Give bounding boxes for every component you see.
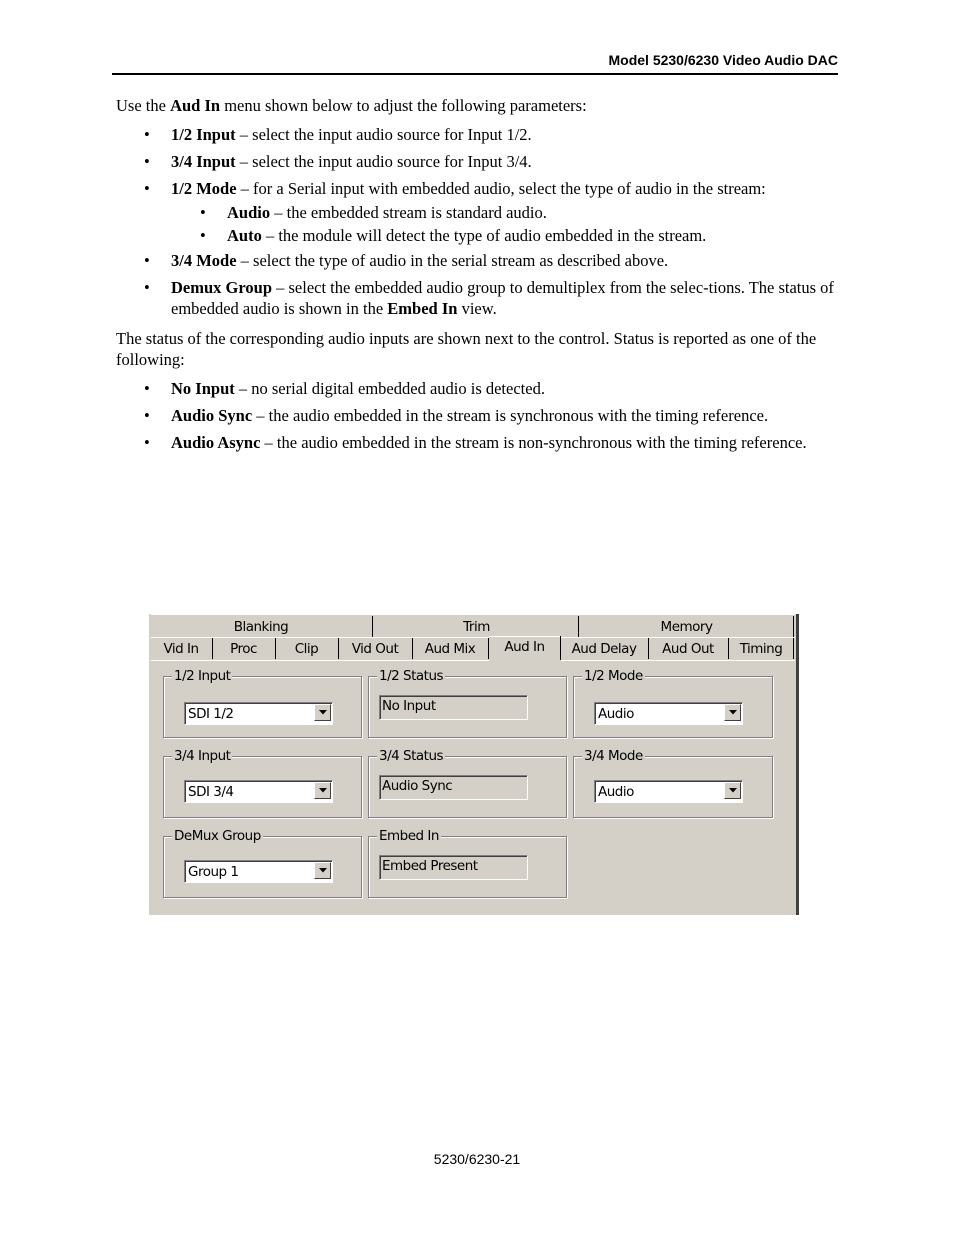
panel-top-line bbox=[561, 660, 795, 661]
description: – select the embedded audio group to demultiplex from the selec-tions. The status of embedded audio is shown in the bbox=[171, 278, 834, 318]
panel-top-line bbox=[151, 660, 489, 661]
parameter-list bbox=[116, 124, 838, 319]
term: 3/4 Input bbox=[171, 152, 236, 171]
tab-blanking[interactable]: Blanking bbox=[233, 619, 289, 635]
term: 1/2 Input bbox=[171, 125, 236, 144]
status-1-2-label: 1/2 Status bbox=[379, 668, 444, 684]
mode-1-2-value: Audio bbox=[598, 706, 634, 722]
tab-vid-out[interactable]: Vid Out bbox=[351, 641, 399, 657]
body-text bbox=[116, 95, 838, 453]
list-item-no-input: • No Input – no serial digital embedded audio is detected. bbox=[144, 379, 545, 398]
embed-in-label: Embed In bbox=[379, 828, 439, 844]
status-1-2-group bbox=[368, 668, 567, 738]
mode-3-4-select[interactable] bbox=[594, 780, 743, 803]
page-number: 5230/6230-21 bbox=[433, 1151, 521, 1167]
status-3-4-label: 3/4 Status bbox=[379, 748, 444, 764]
input-1-2-value: SDI 1/2 bbox=[188, 706, 234, 722]
input-3-4-label: 3/4 Input bbox=[174, 748, 231, 764]
description: – select the input audio source for Input 3/4. bbox=[235, 152, 532, 171]
mode-3-4-label: 3/4 Mode bbox=[584, 748, 643, 764]
status-3-4-display bbox=[379, 775, 528, 800]
intro-text-start: Use the bbox=[116, 96, 171, 115]
list-item-audio-sync: • Audio Sync – the audio embedded in the stream is synchronous with the timing reference. bbox=[144, 406, 769, 425]
tab-clip[interactable]: Clip bbox=[294, 641, 319, 657]
description: – the embedded stream is standard audio. bbox=[270, 203, 547, 222]
tab-separator bbox=[793, 638, 794, 659]
tab-proc[interactable]: Proc bbox=[230, 641, 257, 657]
description: – for a Serial input with embedded audio, select the type of audio in the stream: bbox=[236, 179, 766, 198]
term: Demux Group bbox=[171, 278, 272, 297]
list-item-demux-group: • Demux Group – select the embedded audio group to demultiplex from the selec-tions. The status of embedded audio is shown in the Embed In view. bbox=[144, 278, 834, 318]
intro-menu-name: Aud In bbox=[170, 96, 221, 115]
status-paragraph: The status of the corresponding audio inputs are shown next to the control. Status is reported as one of the following: bbox=[116, 329, 817, 369]
tab-aud-in-active[interactable]: Aud In bbox=[489, 636, 560, 660]
demux-group-select[interactable] bbox=[184, 860, 333, 883]
chevron-down-icon[interactable] bbox=[314, 862, 331, 879]
embed-in-value: Embed Present bbox=[382, 858, 478, 874]
description: – select the type of audio in the serial stream as described above. bbox=[236, 251, 669, 270]
description: – the audio embedded in the stream is non-synchronous with the timing reference. bbox=[260, 433, 807, 452]
list-item-auto: • Auto – the module will detect the type of audio embedded in the stream. bbox=[200, 226, 707, 245]
description: – no serial digital embedded audio is detected. bbox=[234, 379, 545, 398]
status-1-2-display bbox=[379, 695, 528, 720]
input-3-4-select[interactable] bbox=[184, 780, 333, 803]
input-3-4-group bbox=[163, 748, 362, 818]
tab-separator bbox=[372, 616, 373, 638]
demux-group-label: DeMux Group bbox=[174, 828, 261, 844]
description: – the module will detect the type of audio embedded in the stream. bbox=[261, 226, 707, 245]
term: Audio Sync bbox=[171, 406, 253, 425]
term: 1/2 Mode bbox=[171, 179, 237, 198]
chevron-down-icon[interactable] bbox=[724, 704, 741, 721]
input-1-2-label: 1/2 Input bbox=[174, 668, 231, 684]
tab-row-top-line bbox=[151, 614, 795, 615]
embed-in-group bbox=[368, 828, 567, 898]
embed-in-display bbox=[379, 855, 528, 880]
term: No Input bbox=[171, 379, 235, 398]
term: 3/4 Mode bbox=[171, 251, 237, 270]
tab-separator bbox=[793, 616, 794, 638]
mode-1-2-select[interactable] bbox=[594, 702, 743, 725]
input-1-2-select[interactable] bbox=[184, 702, 333, 725]
tab-timing[interactable]: Timing bbox=[739, 641, 783, 657]
status-1-2-value: No Input bbox=[382, 698, 436, 714]
status-3-4-value: Audio Sync bbox=[382, 778, 453, 794]
aud-in-dialog bbox=[149, 614, 799, 915]
dialog-edge bbox=[796, 614, 799, 915]
chevron-down-icon[interactable] bbox=[724, 782, 741, 799]
chevron-down-icon[interactable] bbox=[314, 704, 331, 721]
mode-option-list bbox=[171, 202, 838, 246]
list-item-audio: • Audio – the embedded stream is standard audio. bbox=[200, 203, 547, 222]
tab-trim[interactable]: Trim bbox=[463, 619, 490, 635]
running-header-title: Model 5230/6230 Video Audio DAC bbox=[608, 52, 838, 68]
header-rule bbox=[112, 73, 838, 75]
tab-separator bbox=[578, 616, 579, 638]
term: Audio bbox=[227, 203, 271, 222]
input-1-2-group bbox=[163, 668, 362, 738]
embed-in-term: Embed In bbox=[387, 299, 458, 318]
list-item-1-2-input: • 1/2 Input – select the input audio source for Input 1/2. bbox=[144, 125, 532, 144]
term: Audio Async bbox=[171, 433, 261, 452]
description-end: view. bbox=[457, 299, 497, 318]
list-item-audio-async: • Audio Async – the audio embedded in the stream is non-synchronous with the timing reference. bbox=[144, 433, 807, 452]
status-list bbox=[116, 378, 838, 453]
description: – the audio embedded in the stream is synchronous with the timing reference. bbox=[252, 406, 769, 425]
list-item-3-4-input: • 3/4 Input – select the input audio source for Input 3/4. bbox=[144, 152, 532, 171]
status-3-4-group bbox=[368, 748, 567, 818]
intro-text-end: menu shown below to adjust the following parameters: bbox=[220, 96, 587, 115]
list-item-3-4-mode: • 3/4 Mode – select the type of audio in the serial stream as described above. bbox=[144, 251, 669, 270]
tab-vid-in[interactable]: Vid In bbox=[163, 641, 199, 657]
mode-3-4-group bbox=[573, 748, 773, 818]
mode-1-2-group bbox=[573, 668, 773, 738]
tab-row-bottom-line bbox=[151, 637, 795, 638]
demux-group-group bbox=[163, 828, 362, 898]
tab-memory[interactable]: Memory bbox=[660, 619, 713, 635]
description: – select the input audio source for Input 1/2. bbox=[235, 125, 532, 144]
input-3-4-value: SDI 3/4 bbox=[188, 784, 234, 800]
mode-1-2-label: 1/2 Mode bbox=[584, 668, 643, 684]
demux-group-value: Group 1 bbox=[188, 864, 239, 880]
tab-aud-delay[interactable]: Aud Delay bbox=[571, 641, 637, 657]
term: Auto bbox=[227, 226, 262, 245]
tab-aud-mix[interactable]: Aud Mix bbox=[424, 641, 476, 657]
tab-aud-out[interactable]: Aud Out bbox=[662, 641, 714, 657]
chevron-down-icon[interactable] bbox=[314, 782, 331, 799]
list-item-1-2-mode: • 1/2 Mode – for a Serial input with embedded audio, select the type of audio in the stream: • Audio – the embedded stream is standard audio. • Auto – the module will detect the type of audio embedded in the stream. bbox=[116, 178, 838, 246]
intro-paragraph bbox=[116, 95, 838, 116]
mode-3-4-value: Audio bbox=[598, 784, 634, 800]
